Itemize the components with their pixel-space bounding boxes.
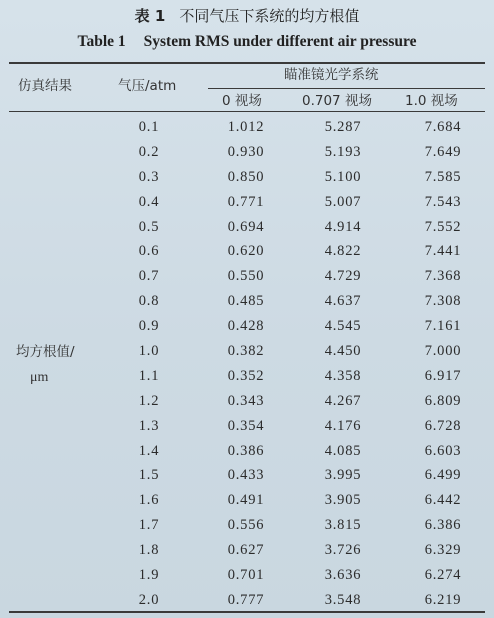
- table-cell-field-10: 6.329: [424, 542, 462, 559]
- table-cell-field-10: 7.368: [424, 268, 462, 285]
- table-cell-field-0: 0.550: [227, 268, 265, 285]
- header-bottom-rule: [9, 111, 485, 112]
- row-label-rms-unit: μm: [30, 370, 49, 385]
- table-cell-pressure: 1.9: [138, 567, 160, 584]
- table-cell-pressure: 0.1: [138, 119, 160, 135]
- table-cell-field-0: 0.930: [227, 143, 265, 160]
- table-cell-field-10: 6.274: [424, 567, 462, 584]
- table-cell-pressure: 0.5: [138, 218, 160, 235]
- column-field-0: [208, 115, 284, 613]
- table-cell-field-0707: 4.729: [324, 268, 362, 285]
- table-top-rule: [9, 62, 485, 64]
- table-cell-field-0707: 5.193: [324, 143, 362, 160]
- table-cell-field-0707: 4.545: [324, 318, 362, 335]
- table-cell-field-0: 1.012: [227, 119, 265, 135]
- table-cell-pressure: 1.6: [138, 492, 160, 509]
- table-cell-pressure: 1.2: [138, 392, 160, 409]
- table-cell-field-0: 0.343: [227, 392, 265, 409]
- table-cell-pressure: 1.8: [138, 542, 160, 559]
- table-cell-field-10: 6.809: [424, 392, 462, 409]
- table-cell-field-0: 0.352: [227, 367, 265, 384]
- table-cell-pressure: 1.5: [138, 467, 160, 484]
- table-cell-pressure: 1.7: [138, 517, 160, 534]
- table-cell-pressure: 1.4: [138, 442, 160, 459]
- header-field-0707: 0.707 视场: [302, 93, 372, 109]
- table-cell-pressure: 2.0: [138, 591, 160, 608]
- table-cell-field-0: 0.777: [227, 591, 265, 608]
- row-label-rms-text: 均方根值/: [16, 344, 75, 360]
- table-cell-field-0707: 3.815: [324, 517, 362, 534]
- table-cell-field-0707: 4.637: [324, 293, 362, 310]
- table-cell-field-0707: 5.007: [324, 193, 362, 210]
- table-cell-field-0: 0.428: [227, 318, 265, 335]
- table-caption-en: System RMS under different air pressure: [143, 33, 417, 50]
- table-cell-field-0: 0.627: [227, 542, 265, 559]
- table-title-english: [0, 32, 494, 52]
- table-cell-field-0: 0.485: [227, 293, 265, 310]
- table-cell-pressure: 0.8: [138, 293, 160, 310]
- table-cell-field-10: 6.499: [424, 467, 462, 484]
- table-cell-field-10: 6.386: [424, 517, 462, 534]
- table-cell-field-10: 6.917: [424, 367, 462, 384]
- table-number-en: Table 1: [77, 33, 126, 50]
- table-cell-field-0707: 3.905: [324, 492, 362, 509]
- table-cell-field-0707: 4.450: [324, 343, 362, 360]
- row-label-rms: [16, 339, 75, 391]
- table-cell-field-0: 0.491: [227, 492, 265, 509]
- table-cell-field-0: 0.556: [227, 517, 265, 534]
- table-cell-field-0707: 4.914: [324, 218, 362, 235]
- column-field-10: [400, 115, 486, 613]
- header-scope-system: 瞄准镜光学系统: [284, 67, 379, 83]
- table-cell-field-0707: 4.176: [324, 417, 362, 434]
- table-cell-pressure: 0.3: [138, 168, 160, 185]
- table-cell-pressure: 1.3: [138, 417, 160, 434]
- table-cell-pressure: 0.7: [138, 268, 160, 285]
- table-caption-cn: 不同气压下系统的均方根值: [179, 7, 360, 25]
- table-cell-field-0707: 3.726: [324, 542, 362, 559]
- table-cell-pressure: 0.9: [138, 318, 160, 335]
- header-field-10: 1.0 视场: [405, 93, 458, 109]
- table-cell-field-0: 0.701: [227, 567, 265, 584]
- table-cell-field-0: 0.620: [227, 243, 265, 260]
- header-pressure: 气压/atm: [118, 78, 177, 94]
- table-cell-field-10: 7.552: [424, 218, 462, 235]
- table-cell-field-0707: 3.995: [324, 467, 362, 484]
- table-cell-field-0707: 4.267: [324, 392, 362, 409]
- table-cell-pressure: 1.0: [138, 343, 160, 360]
- table-cell-field-0: 0.386: [227, 442, 265, 459]
- table-cell-field-0707: 4.822: [324, 243, 362, 260]
- table-cell-field-10: 7.441: [424, 243, 462, 260]
- table-cell-field-10: 7.649: [424, 143, 462, 160]
- column-pressure: [110, 115, 188, 613]
- table-cell-field-10: 7.684: [424, 119, 462, 135]
- table-cell-field-0: 0.433: [227, 467, 265, 484]
- table-cell-field-0707: 3.636: [324, 567, 362, 584]
- table-cell-field-0707: 4.358: [324, 367, 362, 384]
- table-cell-field-10: 7.000: [424, 343, 462, 360]
- header-group-rule: [208, 88, 485, 89]
- table-cell-field-0707: 5.287: [324, 119, 362, 135]
- table-cell-field-10: 7.161: [424, 318, 462, 335]
- table-cell-pressure: 0.4: [138, 193, 160, 210]
- table-cell-pressure: 1.1: [138, 367, 160, 384]
- table-cell-field-10: 6.442: [424, 492, 462, 509]
- column-field-0707: [300, 115, 386, 613]
- table-cell-pressure: 0.6: [138, 243, 160, 260]
- table-cell-field-0: 0.850: [227, 168, 265, 185]
- table-cell-field-10: 7.543: [424, 193, 462, 210]
- table-cell-field-0: 0.694: [227, 218, 265, 235]
- table-cell-field-0707: 4.085: [324, 442, 362, 459]
- table-cell-pressure: 0.2: [138, 143, 160, 160]
- table-cell-field-0: 0.771: [227, 193, 265, 210]
- table-title-chinese: [0, 6, 494, 26]
- table-cell-field-10: 7.585: [424, 168, 462, 185]
- table-cell-field-10: 6.219: [424, 591, 462, 608]
- table-cell-field-10: 6.728: [424, 417, 462, 434]
- header-field-0: 0 视场: [222, 93, 262, 109]
- table-cell-field-10: 6.603: [424, 442, 462, 459]
- header-sim-result: 仿真结果: [18, 78, 72, 94]
- table-cell-field-0: 0.382: [227, 343, 265, 360]
- table-number-cn: 表 1: [134, 7, 166, 25]
- table-cell-field-0707: 3.548: [324, 591, 362, 608]
- table-cell-field-0707: 5.100: [324, 168, 362, 185]
- table-cell-field-0: 0.354: [227, 417, 265, 434]
- table-cell-field-10: 7.308: [424, 293, 462, 310]
